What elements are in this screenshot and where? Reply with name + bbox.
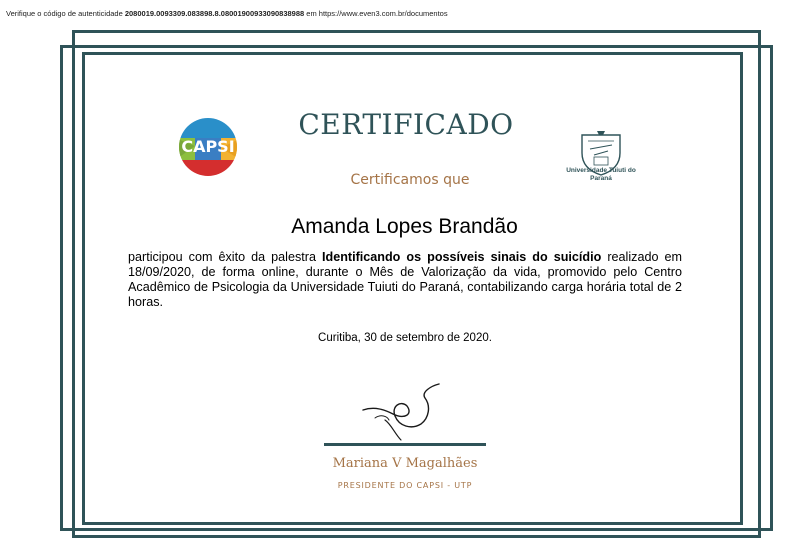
verification-suffix: em https://www.even3.com.br/documentos [304, 9, 448, 18]
utp-logo-text: Universidade Tuiuti do Paraná [566, 167, 636, 182]
recipient-name: Amanda Lopes Brandão [291, 215, 518, 238]
signature-image [355, 380, 450, 442]
signer-role: PRESIDENTE DO CAPSI - UTP [337, 481, 473, 490]
body-details: realizado em 18/09/2020, de forma online, durante o Mês de Valorização da vida, promovido pelo Centro Acadêmico de Psicologia da Universidade Tuiuti do Paraná, contabilizando carga horária total de 2 horas. [128, 250, 682, 309]
capsi-logo-text: CAPSI [181, 137, 235, 156]
signature-line [324, 443, 486, 446]
certificate-title: CERTIFICADO [298, 108, 514, 141]
certificate-body [128, 250, 682, 310]
verification-prefix: Verifique o código de autenticidade [6, 9, 125, 18]
verification-code: 2080019.0093309.083898.8.0800190093309083898​8 [124, 9, 305, 18]
signer-name: Mariana V Magalhães [332, 456, 478, 471]
capsi-logo [175, 116, 241, 178]
certificate-subtitle: Certificamos que [350, 172, 470, 188]
place-date: Curitiba, 30 de setembro de 2020. [318, 332, 492, 344]
verification-note [6, 9, 448, 18]
body-intro: participou com êxito da palestra [128, 250, 322, 264]
lecture-title: Identificando os possíveis sinais do suicídio [322, 250, 602, 264]
